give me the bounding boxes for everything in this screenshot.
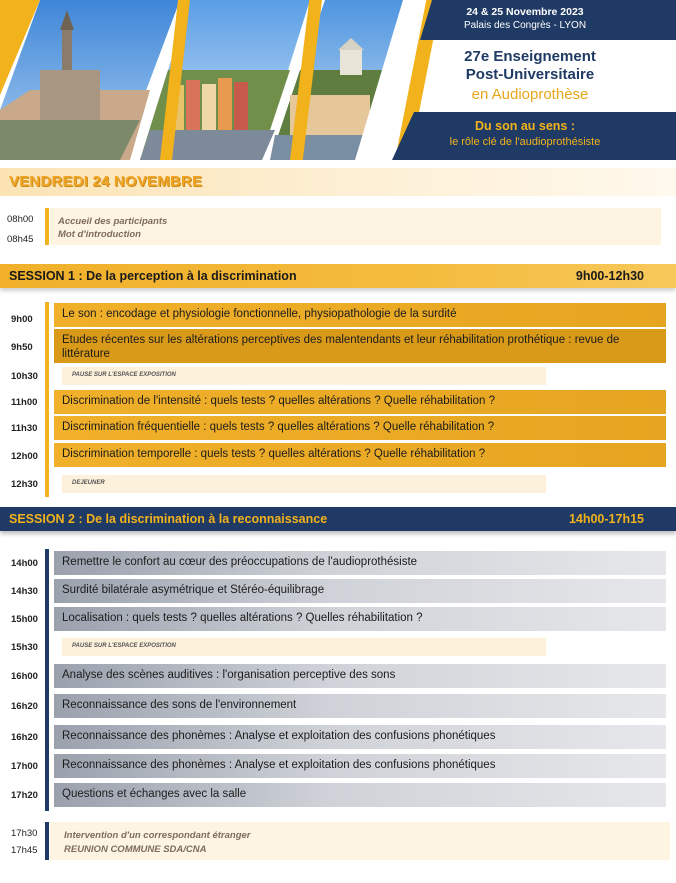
session-item-time: 12h30 [11,479,38,490]
event-venue: Palais des Congrès - LYON [463,20,587,31]
session-item: Discrimination de l'intensité : quels tests ? quelles altérations ? Quelle réhabilitation ? [54,390,666,414]
session-item-time: 14h00 [11,558,38,569]
session-item-time: 11h00 [11,397,38,408]
session-item-time: 9h50 [11,342,33,353]
session-item-time: 16h00 [11,671,38,682]
session1-time: 9h00-12h30 [575,269,644,283]
session-item: Localisation : quels tests ? quelles altérations ? Quelles réhabilitation ? [54,607,666,631]
outro-item: REUNION COMMUNE SDA/CNA [64,844,207,855]
break-item: PAUSE SUR L'ESPACE EXPOSITION [62,367,546,385]
intro-divider [45,208,49,245]
event-title-line2: Post-Universitaire [465,66,595,83]
session-item: Remettre le confort au cœur des préoccupations de l'audioprothésiste [54,551,666,575]
intro-item: Mot d'introduction [58,229,141,240]
session1-header [0,264,676,288]
session-item-time: 11h30 [11,423,38,434]
event-dates: 24 & 25 Novembre 2023 [466,6,584,18]
outro-item: Intervention d'un correspondant étranger [64,830,251,841]
session1-title: SESSION 1 : De la perception à la discrimination [9,269,297,283]
session-item-time: 17h20 [11,790,38,801]
intro-item: Accueil des participants [58,216,168,227]
event-title-line3: en Audioprothèse [471,86,589,103]
session-item: Reconnaissance des phonèmes : Analyse et exploitation des confusions phonétiques [54,754,666,778]
session-item: Reconnaissance des phonèmes : Analyse et exploitation des confusions phonétiques [54,725,666,749]
session-item: Le son : encodage et physiologie fonctionnelle, physiopathologie de la surdité [54,303,666,327]
session-item: Etudes récentes sur les altérations perceptives des malentendants et leur réhabilitation prothétique : revue de littérature [54,329,666,363]
break-item: PAUSE SUR L'ESPACE EXPOSITION [62,638,546,656]
intro-time: 08h00 [7,214,34,225]
session-item-time: 15h30 [11,642,38,653]
session-item-time: 9h00 [11,314,33,325]
session2-header [0,507,676,531]
session-item-time: 17h00 [11,761,38,772]
event-title-line1: 27e Enseignement [464,48,596,65]
break-item: DEJEUNER [62,475,546,493]
day-label: VENDREDI 24 NOVEMBRE [9,173,203,190]
session-item-time: 14h30 [11,586,38,597]
intro-time: 08h45 [7,234,34,245]
session-item-time: 16h20 [11,701,38,712]
session-item: Reconnaissance des sons de l'environnement [54,694,666,718]
session-item: Questions et échanges avec la salle [54,783,666,807]
session-item-time: 12h00 [11,451,38,462]
session2-title: SESSION 2 : De la discrimination à la reconnaissance [9,512,328,526]
session-item-time: 15h00 [11,614,38,625]
session-item: Surdité bilatérale asymétrique et Stéréo-équilibrage [54,579,666,603]
session-item: Analyse des scènes auditives : l'organisation perceptive des sons [54,664,666,688]
outro-time: 17h30 [11,828,38,839]
event-tagline-sub: le rôle clé de l'audioprothésiste [449,136,601,148]
outro-divider [45,822,49,860]
session-item-time: 10h30 [11,371,38,382]
session-item: Discrimination temporelle : quels tests ? quelles altérations ? Quelle réhabilitation ? [54,443,666,467]
session2-time: 14h00-17h15 [568,512,644,526]
header-banner [0,0,676,160]
event-tagline: Du son au sens : [474,119,576,133]
session-item: Discrimination fréquentielle : quels tests ? quelles altérations ? Quelle réhabilitation ? [54,416,666,440]
session-item-time: 16h20 [11,732,38,743]
outro-time: 17h45 [11,845,38,856]
